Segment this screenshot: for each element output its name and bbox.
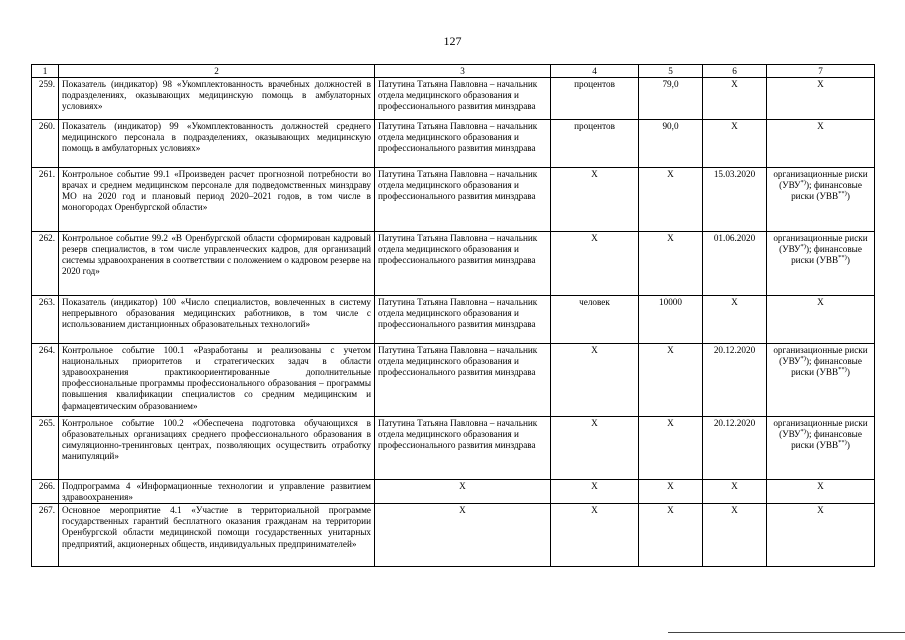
table-row <box>32 480 875 504</box>
row-number: 259. <box>32 78 59 120</box>
row-value: Х <box>639 504 703 567</box>
table-row <box>32 344 875 417</box>
risk-text: организационные риски (УВУ <box>773 233 868 255</box>
row-description: Подпрограмма 4 «Информационные технологии и управление развитием здравоохранения» <box>59 480 375 504</box>
risk-text: ) <box>846 191 850 202</box>
row-risks <box>767 168 875 232</box>
column-header: 2 <box>59 65 375 78</box>
row-responsible: Х <box>375 480 551 504</box>
column-header-row <box>32 65 875 78</box>
row-responsible: Патутина Татьяна Павловна – начальник отдела медицинского образования и профессионального развития минздрава <box>375 344 551 417</box>
row-risks <box>767 232 875 296</box>
risk-footnote-mark: *) <box>800 179 806 187</box>
page-number: 127 <box>443 34 462 48</box>
row-number: 263. <box>32 296 59 344</box>
row-responsible: Патутина Татьяна Павловна – начальник отдела медицинского образования и профессионального развития минздрава <box>375 78 551 120</box>
row-value: 79,0 <box>639 78 703 120</box>
row-value: 90,0 <box>639 120 703 168</box>
row-unit: процентов <box>551 120 639 168</box>
row-number: 260. <box>32 120 59 168</box>
risk-text: ); финансовые риски (УВВ <box>791 429 862 451</box>
risk-text: организационные риски (УВУ <box>773 418 868 440</box>
row-description: Показатель (индикатор) 100 «Число специалистов, вовлеченных в систему непрерывного образования медицинских работников, в том числе с использованием дистанционных образовательных технологий» <box>59 296 375 344</box>
row-risks: Х <box>767 504 875 567</box>
row-risks <box>767 417 875 480</box>
column-header: 6 <box>703 65 767 78</box>
table-row <box>32 504 875 567</box>
risk-text: организационные риски (УВУ <box>773 169 868 191</box>
row-unit: Х <box>551 168 639 232</box>
table-row <box>32 296 875 344</box>
row-deadline: Х <box>703 480 767 504</box>
risk-text: организационные риски (УВУ <box>773 345 868 367</box>
risk-footnote-mark: **) <box>838 439 847 447</box>
row-unit: процентов <box>551 78 639 120</box>
row-unit: Х <box>551 232 639 296</box>
column-header: 4 <box>551 65 639 78</box>
program-table <box>31 64 875 567</box>
table-row <box>32 232 875 296</box>
row-number: 264. <box>32 344 59 417</box>
row-description: Показатель (индикатор) 98 «Укомплектованность врачебных должностей в подразделениях, оказывающих медицинскую помощь в амбулаторных условиях» <box>59 78 375 120</box>
table-row <box>32 120 875 168</box>
row-deadline: 01.06.2020 <box>703 232 767 296</box>
risk-footnote-mark: *) <box>800 428 806 436</box>
risk-footnote-mark: *) <box>800 355 806 363</box>
row-description: Контрольное событие 99.2 «В Оренбургской области сформирован кадровый резерв специалистов, в том числе управленческих кадров, для организаций системы здравоохранения в соответствии с положением о кадровом резерве на 2020 год» <box>59 232 375 296</box>
risk-text: ) <box>846 367 850 378</box>
row-unit: Х <box>551 417 639 480</box>
row-description: Контрольное событие 99.1 «Произведен расчет прогнозной потребности во врачах и среднем медицинском персонале для подведомственных минздраву МО на 2020 год и плановый период 2020–2021 годов, в том числе в моногородах Оренбургской области» <box>59 168 375 232</box>
risk-text: ) <box>846 440 850 451</box>
row-description: Показатель (индикатор) 99 «Укомплектованность должностей среднего медицинского персонала в подразделениях, оказывающих медицинскую помощь в амбулаторных условиях» <box>59 120 375 168</box>
risk-text: ) <box>846 255 850 266</box>
risk-footnote-mark: **) <box>838 190 847 198</box>
row-responsible: Патутина Татьяна Павловна – начальник отдела медицинского образования и профессионального развития минздрава <box>375 120 551 168</box>
row-value: Х <box>639 417 703 480</box>
column-header: 1 <box>32 65 59 78</box>
row-unit: Х <box>551 504 639 567</box>
column-header: 7 <box>767 65 875 78</box>
row-value: Х <box>639 168 703 232</box>
row-number: 265. <box>32 417 59 480</box>
row-unit: Х <box>551 344 639 417</box>
row-number: 262. <box>32 232 59 296</box>
row-number: 267. <box>32 504 59 567</box>
row-responsible: Патутина Татьяна Павловна – начальник отдела медицинского образования и профессионального развития минздрава <box>375 417 551 480</box>
row-number: 261. <box>32 168 59 232</box>
column-header: 5 <box>639 65 703 78</box>
row-description: Контрольное событие 100.1 «Разработаны и реализованы с учетом национальных приоритетов и стратегических задач в области здравоохранения практикоориентированные дополнительные профессиональные программы профессионального образования – программы повышения квалификации специалистов со средним медицинским и фармацевтическим образованием» <box>59 344 375 417</box>
row-description: Основное мероприятие 4.1 «Участие в территориальной программе государственных гарантий бесплатного оказания гражданам на территории Оренбургской области медицинской помощи государственных унитарных предприятий, акционерных обществ, индивидуальных предпринимателей» <box>59 504 375 567</box>
row-number: 266. <box>32 480 59 504</box>
row-responsible: Патутина Татьяна Павловна – начальник отдела медицинского образования и профессионального развития минздрава <box>375 168 551 232</box>
bottom-rule <box>668 632 905 633</box>
row-value: Х <box>639 232 703 296</box>
row-risks: Х <box>767 120 875 168</box>
row-deadline: Х <box>703 120 767 168</box>
row-responsible: Х <box>375 504 551 567</box>
row-value: Х <box>639 344 703 417</box>
row-description: Контрольное событие 100.2 «Обеспечена подготовка обучающихся в образовательных организациях среднего профессионального образования в симуляционно-тренинговых центрах, позволяющих осуществить отработку манипуляций» <box>59 417 375 480</box>
row-responsible: Патутина Татьяна Павловна – начальник отдела медицинского образования и профессионального развития минздрава <box>375 296 551 344</box>
table-row <box>32 78 875 120</box>
table-row <box>32 168 875 232</box>
row-deadline: 20.12.2020 <box>703 417 767 480</box>
risk-footnote-mark: *) <box>800 243 806 251</box>
risk-footnote-mark: **) <box>838 254 847 262</box>
row-deadline: 15.03.2020 <box>703 168 767 232</box>
row-deadline: Х <box>703 504 767 567</box>
row-value: 10000 <box>639 296 703 344</box>
row-unit: человек <box>551 296 639 344</box>
risk-footnote-mark: **) <box>838 366 847 374</box>
risk-text: ); финансовые риски (УВВ <box>791 356 862 378</box>
row-deadline: Х <box>703 296 767 344</box>
risk-text: ); финансовые риски (УВВ <box>791 244 862 266</box>
row-responsible: Патутина Татьяна Павловна – начальник отдела медицинского образования и профессионального развития минздрава <box>375 232 551 296</box>
row-risks: Х <box>767 296 875 344</box>
table-row <box>32 417 875 480</box>
row-deadline: Х <box>703 78 767 120</box>
row-risks: Х <box>767 480 875 504</box>
column-header: 3 <box>375 65 551 78</box>
row-unit: Х <box>551 480 639 504</box>
row-risks: Х <box>767 78 875 120</box>
row-deadline: 20.12.2020 <box>703 344 767 417</box>
risk-text: ); финансовые риски (УВВ <box>791 180 862 202</box>
row-risks <box>767 344 875 417</box>
row-value: Х <box>639 480 703 504</box>
